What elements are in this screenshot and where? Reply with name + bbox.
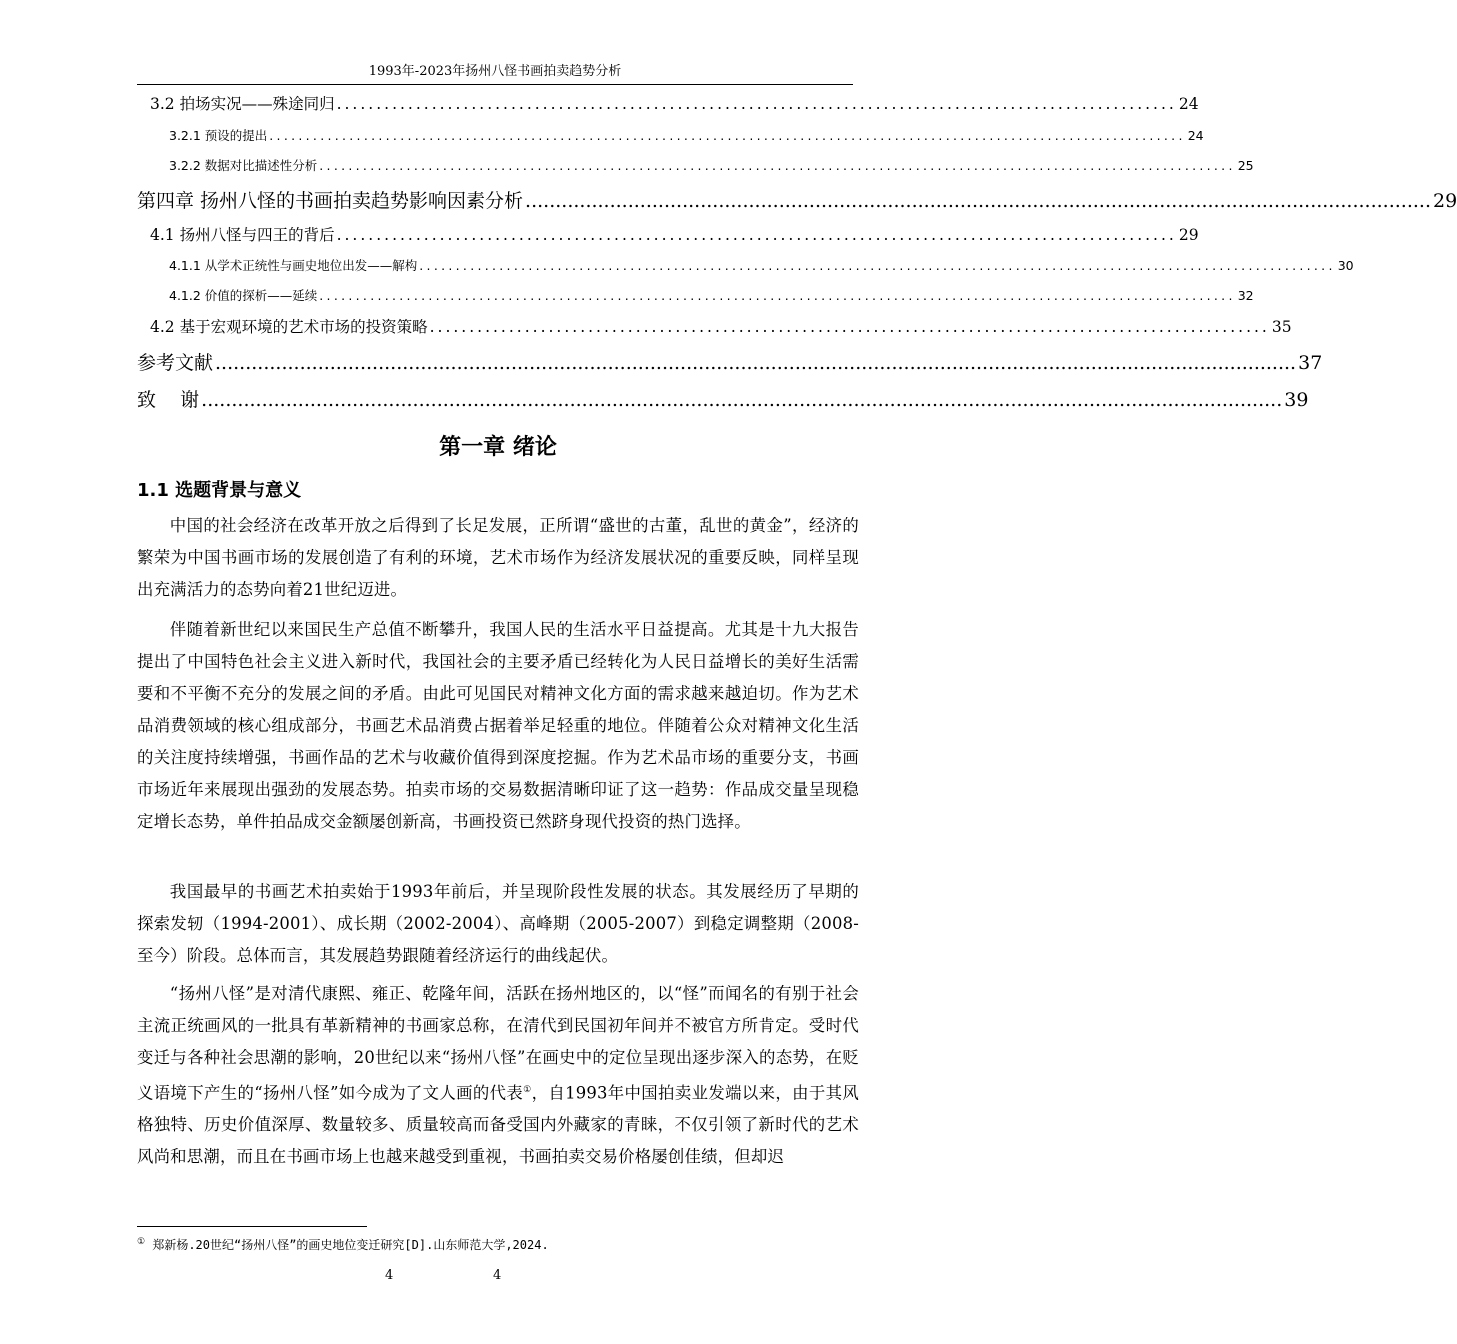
toc-leader-dots: ................................................................................................................................................................................... — [215, 352, 1297, 374]
toc-leader-dots: .......................................................................................................... — [429, 318, 1270, 336]
section-heading: 1.1 选题背景与意义 — [137, 480, 302, 501]
toc-entry-page: 25 — [1237, 158, 1254, 173]
toc-leader-dots: ...................................................................................................................................................... — [525, 190, 1431, 212]
toc-entry[interactable] — [137, 348, 1323, 375]
body-paragraph — [137, 978, 859, 1173]
toc-entry-title: 4.2 基于宏观环境的艺术市场的投资策略 — [150, 318, 428, 336]
toc-entry-title: 3.2.2 数据对比描述性分析 — [169, 158, 318, 173]
toc-entry-title: 参考文献 — [137, 352, 214, 374]
toc-entry-page: 35 — [1271, 318, 1292, 336]
toc-entry-title: 致 谢 — [137, 389, 200, 411]
footnote — [137, 1236, 549, 1253]
body-paragraph: 我国最早的书画艺术拍卖始于1993年前后，并呈现阶段性发展的状态。其发展经历了早期的探索发轫（1994-2001）、成长期（2002-2004）、高峰期（2005-2007）到稳定调整期（2008-至今）阶段。总体而言，其发展趋势跟随着经济运行的曲线起伏。 — [137, 882, 859, 965]
toc-entry[interactable] — [169, 126, 1204, 144]
paragraph-text: ，自1993年中国拍卖业发端以来，由于其风格独特、历史价值深厚、数量较多、质量较高而备受国内外藏家的青睐，不仅引领了新时代的艺术风尚和思潮，而且在书画市场上也越来越受到重视，书画拍卖交易价格屡创佳绩，但却迟 — [137, 1083, 859, 1167]
body-paragraph: 伴随着新世纪以来国民生产总值不断攀升，我国人民的生活水平日益提高。尤其是十九大报告提出了中国特色社会主义进入新时代，我国社会的主要矛盾已经转化为人民日益增长的美好生活需要和不平衡不充分的发展之间的矛盾。由此可见国民对精神文化方面的需求越来越迫切。作为艺术品消费领域的核心组成部分，书画艺术品消费占据着举足轻重的地位。伴随着公众对精神文化生活的关注度持续增强，书画作品的艺术与收藏价值得到深度挖掘。作为艺术品市场的重要分支，书画市场近年来展现出强劲的发展态势。拍卖市场的交易数据清晰印证了这一趋势：作品成交量呈现稳定增长态势，单件拍品成交金额屡创新高，书画投资已然跻身现代投资的热门选择。 — [137, 620, 859, 831]
header-title: 1993年-2023年扬州八怪书画拍卖趋势分析 — [368, 64, 622, 79]
footnote-reference[interactable]: ① — [523, 1085, 532, 1095]
toc-entry[interactable] — [150, 92, 1199, 114]
toc-entry-title: 第四章 扬州八怪的书画拍卖趋势影响因素分析 — [137, 190, 524, 212]
toc-leader-dots: .............................................................................................................................. — [319, 288, 1236, 303]
toc-leader-dots: ................................................................................................................................................................................... — [201, 389, 1283, 411]
page-number: 4 — [385, 1268, 394, 1283]
toc-leader-dots: .............................................................................................................................. — [319, 158, 1236, 173]
chapter-title: 第一章 绪论 — [439, 435, 557, 460]
footnote-divider — [137, 1226, 367, 1227]
footnote-mark: ① — [137, 1237, 146, 1247]
paragraph-text: “扬州八怪”是对清代康熙、雍正、乾隆年间，活跃在扬州地区的，以“怪”而闻名的有别于社会主流正统画风的一批具有革新精神的书画家总称，在清代到民国初年间并不被官方所肯定。受时代变迁与各种社会思潮的影响，20世纪以来“扬州八怪”在画史中的定位呈现出逐步深入的态势，在贬义语境下产生的“扬州八怪”如今成为了文人画的代表 — [137, 984, 859, 1103]
toc-entry-page: 29 — [1432, 190, 1457, 212]
toc-leader-dots: .............................................................................................................................. — [419, 258, 1336, 273]
toc-entry-page: 32 — [1237, 288, 1254, 303]
toc-entry[interactable] — [169, 256, 1354, 274]
toc-entry[interactable] — [137, 385, 1309, 412]
toc-entry[interactable] — [150, 315, 1292, 337]
body-paragraph: 中国的社会经济在改革开放之后得到了长足发展，正所谓“盛世的古董，乱世的黄金”，经济的繁荣为中国书画市场的发展创造了有利的环境，艺术市场作为经济发展状况的重要反映，同样呈现出充满活力的态势向着21世纪迈进。 — [137, 516, 859, 599]
toc-entry-page: 24 — [1187, 128, 1204, 143]
toc-leader-dots: .............................................................................................................................. — [269, 128, 1186, 143]
toc-entry-page: 37 — [1298, 352, 1323, 374]
toc-entry-page: 24 — [1178, 95, 1199, 113]
toc-entry[interactable] — [169, 286, 1254, 304]
toc-entry[interactable] — [137, 186, 1457, 213]
toc-entry-title: 3.2 拍场实况——殊途同归 — [150, 95, 335, 113]
running-header — [137, 60, 853, 85]
toc-entry[interactable] — [150, 223, 1199, 245]
toc-entry-title: 4.1.2 价值的探析——延续 — [169, 288, 318, 303]
toc-entry-page: 39 — [1284, 389, 1309, 411]
toc-entry[interactable] — [169, 156, 1254, 174]
toc-leader-dots: .......................................................................................................... — [336, 95, 1177, 113]
toc-leader-dots: .......................................................................................................... — [336, 226, 1177, 244]
page-number: 4 — [493, 1268, 502, 1283]
toc-entry-title: 4.1 扬州八怪与四王的背后 — [150, 226, 335, 244]
toc-entry-title: 3.2.1 预设的提出 — [169, 128, 268, 143]
toc-entry-title: 4.1.1 从学术正统性与画史地位出发——解构 — [169, 258, 418, 273]
toc-entry-page: 30 — [1337, 258, 1354, 273]
footnote-text: 郑新杨.20世纪“扬州八怪”的画史地位变迁研究[D].山东师范大学,2024. — [152, 1238, 549, 1252]
toc-entry-page: 29 — [1178, 226, 1199, 244]
